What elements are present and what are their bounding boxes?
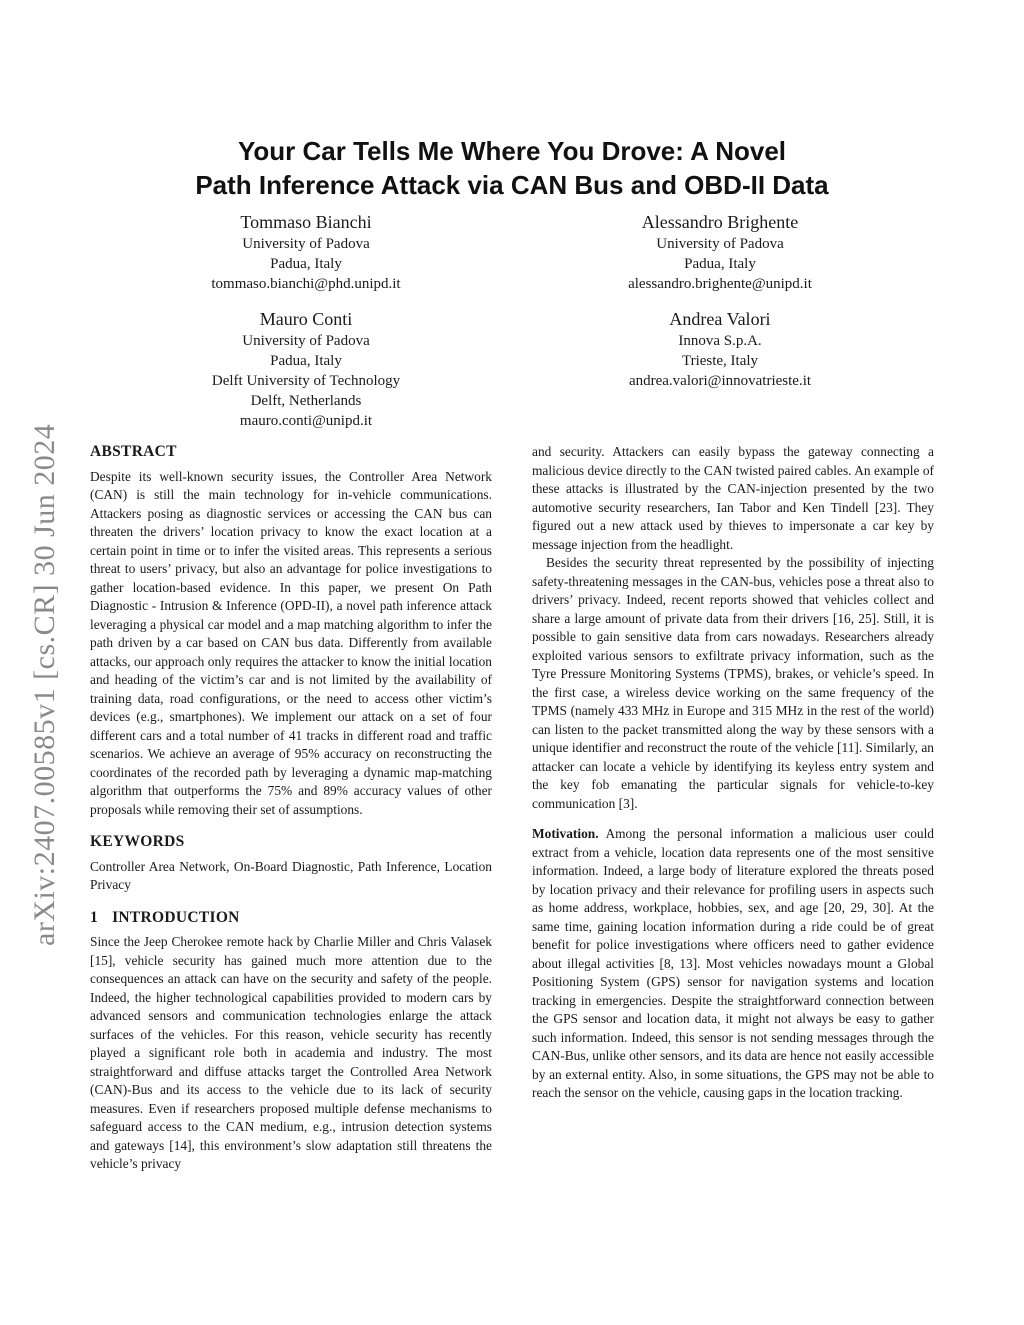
introduction-heading	[90, 909, 492, 928]
author-email: andrea.valori@innovatrieste.it	[628, 373, 812, 389]
intro-paragraph-1: Since the Jeep Cherokee remote hack by Charlie Miller and Chris Valasek [15], vehicle security has gained much more attention due to the consequences an attack can have on the security and safety of the people. Indeed, the higher technological capabilities provided to modern cars by advanced sensors and communication technologies enlarge the attack surfaces of the vehicles. For this reason, vehicle security has recently played a significant role both in academia and industry. The most straightforward and diffuse attacks target the Controlled Area Network (CAN)-Bus and its access to the vehicle due to its lack of security measures. Even if researchers proposed multiple defense mechanisms to safeguard access to the CAN medium, e.g., intrusion detection systems and gateways [14], this environment’s slow adaptation still threatens the vehicle’s privacy	[90, 934, 492, 1171]
author-block-1	[150, 210, 462, 294]
right-column	[532, 443, 934, 1103]
author-name: Alessandro Brighente	[641, 212, 799, 232]
author-location: Padua, Italy	[270, 353, 342, 369]
author-location: Trieste, Italy	[681, 353, 759, 369]
title-line-2: Path Inference Attack via CAN Bus and OBD-II Data	[195, 170, 829, 200]
author-affiliation: Innova S.p.A.	[678, 333, 762, 349]
title-line-1: Your Car Tells Me Where You Drove: A Novel	[237, 136, 787, 166]
keywords-heading: KEYWORDS	[90, 833, 185, 850]
intro-paragraph-2: Besides the security threat represented by the possibility of injecting safety-threatening messages in the CAN-bus, vehicles pose a threat also to drivers’ privacy. Indeed, recent reports showed that vehicles collect and share a large amount of private data from their drivers [16, 25]. Still, it is possible to gain sensitive data from cars nowadays. Researchers already exploited various sensors to exfiltrate privacy information, such as the Tyre Pressure Monitoring Systems (TPMS), brakes, or vehicle’s speed. In the first case, a wireless device working on the same frequency of the TPMS (namely 433 MHz in Europe and 315 MHz in the rest of the world) can listen to the packet transmitted along the way by these sensors with a unique identifier and reconstruct the route of the vehicle [11]. Similarly, an attacker can locate a vehicle by identifying its keyless entry system and the key fob emanating the particular signals for vehicle-to-key communication [3].	[532, 555, 934, 811]
motivation-text: Among the personal information a malicious user could extract from a vehicle, location data represents one of the most sensitive information. Indeed, a large body of literature explored the threats posed by location privacy and their relevance for profiling users in aspects such as home address, workplace, hobbies, sex, and age [20, 29, 30]. At the same time, gaining location information during a ride could be of great benefit for police investigations where officers need to gather evidence about illegal activities [8, 13]. Most vehicles nowadays mount a Global Positioning System (GPS) sensor for navigation systems and location tracking in emergencies. Despite the straightforward connection between the GPS sensor and location data, it might not always be easy to gather such information. Indeed, this sensor is not sending messages through the CAN-Bus, unlike other sensors, and its data are hence not easily accessible by an external entity. Also, in some situations, the GPS may not be able to reach the sensor on the vehicle, causing gaps in the location tracking.	[532, 826, 934, 1100]
author-location: Padua, Italy	[684, 256, 756, 272]
arxiv-identifier: arXiv:2407.00585v1 [cs.CR] 30 Jun 2024	[28, 423, 61, 946]
keywords-text: Controller Area Network, On-Board Diagnostic, Path Inference, Location Privacy	[90, 858, 492, 892]
motivation-label: Motivation.	[532, 826, 599, 841]
author-name: Tommaso Bianchi	[240, 212, 372, 232]
motivation-paragraph	[532, 825, 934, 1103]
left-column	[90, 443, 492, 1174]
author-location-2: Delft, Netherlands	[250, 393, 362, 409]
author-location: Padua, Italy	[270, 256, 342, 272]
author-affiliation: University of Padova	[242, 333, 370, 349]
author-affiliation: University of Padova	[242, 236, 370, 252]
author-name: Andrea Valori	[669, 309, 771, 329]
author-block-3	[150, 307, 462, 431]
author-affiliation: University of Padova	[656, 236, 784, 252]
author-block-2	[564, 210, 876, 294]
author-email: tommaso.bianchi@phd.unipd.it	[211, 276, 401, 292]
author-email: mauro.conti@unipd.it	[239, 413, 373, 429]
author-affiliation-2: Delft University of Technology	[211, 373, 401, 389]
abstract-text: Despite its well-known security issues, the Controller Area Network (CAN) is still the main technology for in-vehicle communications. Attackers posing as diagnostic services or accessing the CAN bus can threaten the drivers’ location privacy to know the exact location at a certain point in time or to infer the visited areas. This represents a serious threat to users’ privacy, but also an advantage for police investigations to gather location-based evidence. In this paper, we present On Path Diagnostic - Intrusion & Inference (OPD-II), a novel path inference attack leveraging a physical car model and a map matching algorithm to infer the path driven by a car based on CAN bus data. Differently from available attacks, our approach only requires the attacker to know the initial location and heading of the victim’s car and is not limited by the availability of training data, road configurations, or the need to access other victim’s devices (e.g., smartphones). We implement our attack on a set of four different cars and a total number of 41 tracks in different road and traffic scenarios. We achieve an average of 95% accuracy on reconstructing the coordinates of the recorded path by leveraging a dynamic map-matching algorithm that outperforms the 75% and 89% accuracy values of other proposals while removing their set of assumptions.	[90, 468, 492, 817]
section-title: INTRODUCTION	[112, 908, 240, 926]
author-name: Mauro Conti	[259, 309, 353, 329]
paragraph-gap	[532, 813, 934, 825]
paper-title	[90, 134, 934, 202]
author-block-4	[564, 307, 876, 391]
abstract-heading: ABSTRACT	[90, 443, 177, 460]
intro-paragraph-1-continued: and security. Attackers can easily bypass the gateway connecting a malicious device directly to the CAN twisted paired cables. An example of these attacks is illustrated by the CAN-injection presented by the two automotive security researchers, Ian Tabor and Ken Tindell [23]. They figured out a new attack used by thieves to impersonate a car key by message injection from the headlight.	[532, 444, 934, 552]
section-number: 1	[90, 908, 99, 926]
author-email: alessandro.brighente@unipd.it	[628, 276, 812, 292]
